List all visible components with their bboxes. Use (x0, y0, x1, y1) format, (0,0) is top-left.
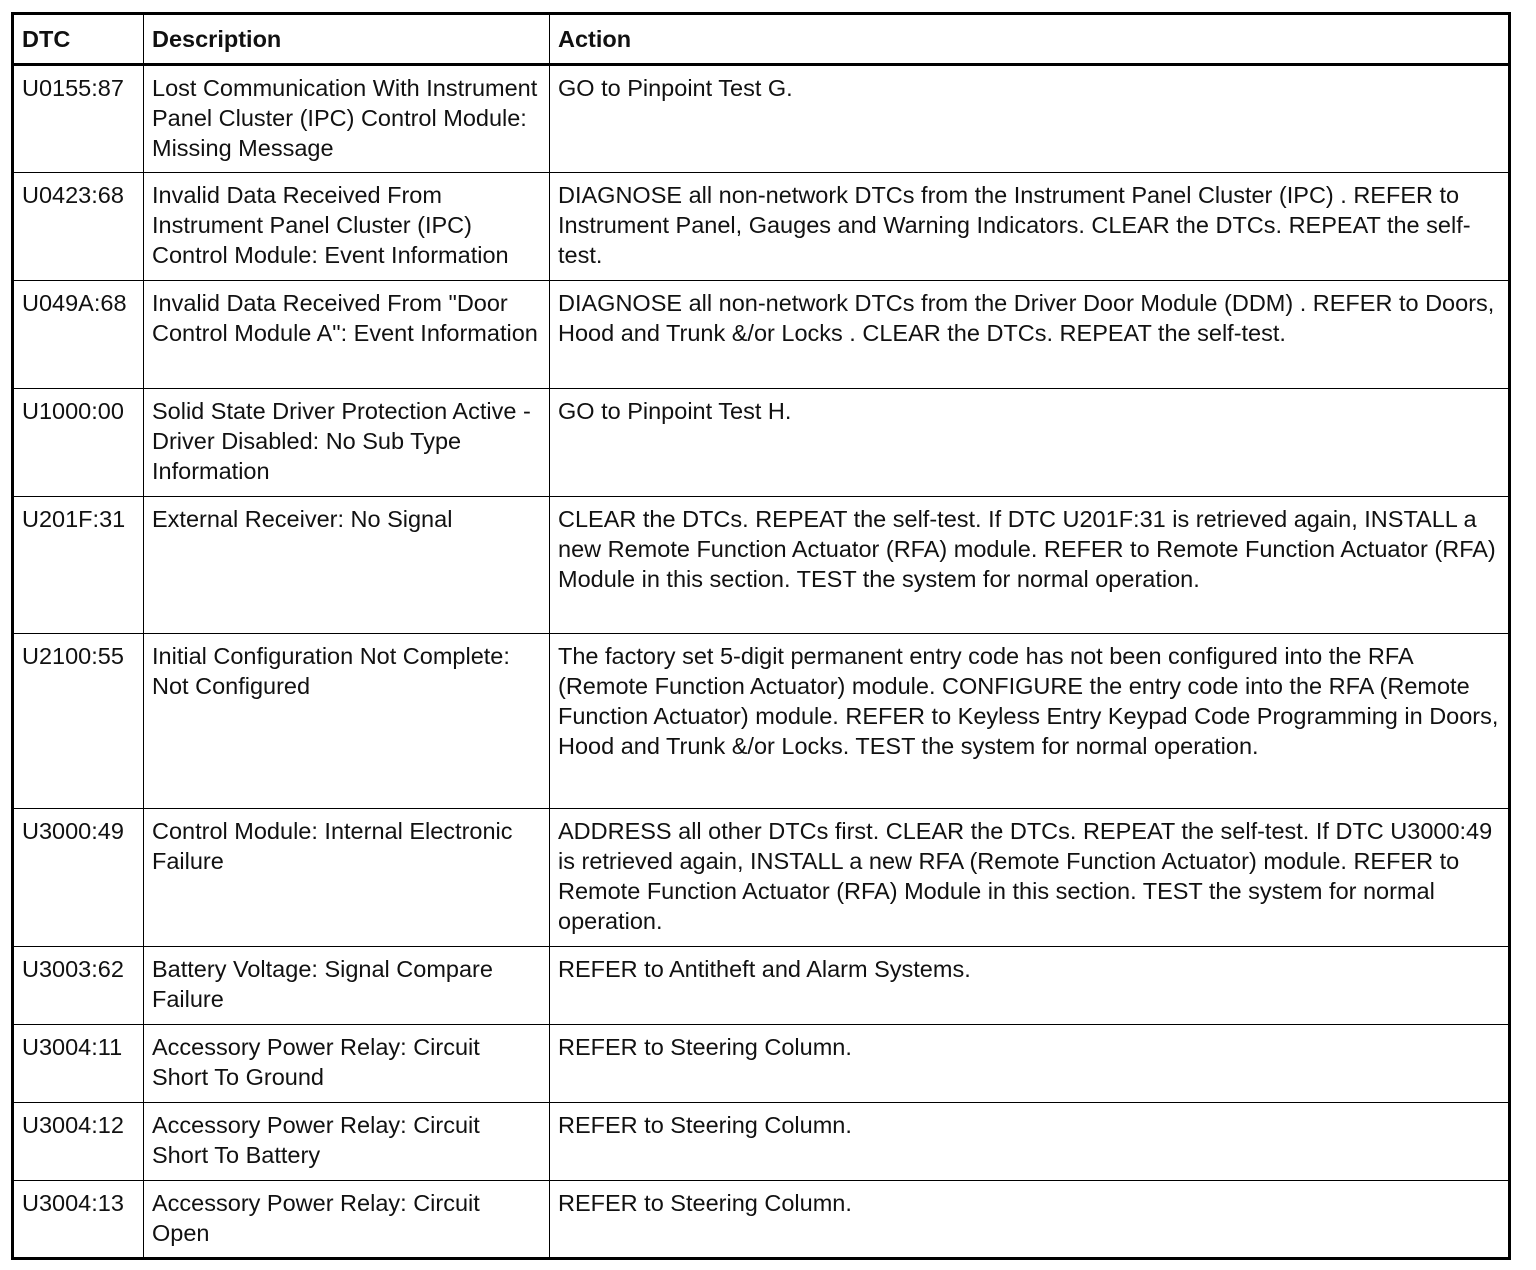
dtc-code-cell: U0423:68 (13, 173, 144, 281)
action-cell: GO to Pinpoint Test H. (550, 389, 1510, 497)
dtc-code-cell: U2100:55 (13, 634, 144, 809)
dtc-code-cell: U3004:13 (13, 1181, 144, 1259)
action-cell: REFER to Steering Column. (550, 1103, 1510, 1181)
table-row (13, 65, 1510, 173)
table-row (13, 1103, 1510, 1181)
description-cell: External Receiver: No Signal (144, 497, 550, 634)
dtc-code-cell: U3003:62 (13, 947, 144, 1025)
action-cell: The factory set 5-digit permanent entry code has not been configured into the RFA (Remote Function Actuator) module. CONFIGURE the entry code into the RFA (Remote Function Actuator) module. REFER to Keyless Entry Keypad Code Programming in Doors, Hood and Trunk &/or Locks. TEST the system for normal operation. (550, 634, 1510, 809)
table-row (13, 173, 1510, 281)
description-cell: Solid State Driver Protection Active - Driver Disabled: No Sub Type Information (144, 389, 550, 497)
description-cell: Initial Configuration Not Complete: Not Configured (144, 634, 550, 809)
header-description: Description (144, 14, 550, 65)
action-cell: DIAGNOSE all non-network DTCs from the Driver Door Module (DDM) . REFER to Doors, Hood and Trunk &/or Locks . CLEAR the DTCs. REPEAT the self-test. (550, 281, 1510, 389)
description-cell: Battery Voltage: Signal Compare Failure (144, 947, 550, 1025)
action-cell: REFER to Steering Column. (550, 1025, 1510, 1103)
action-cell: REFER to Antitheft and Alarm Systems. (550, 947, 1510, 1025)
dtc-code-cell: U0155:87 (13, 65, 144, 173)
action-cell: DIAGNOSE all non-network DTCs from the Instrument Panel Cluster (IPC) . REFER to Instrument Panel, Gauges and Warning Indicators. CLEAR the DTCs. REPEAT the self-test. (550, 173, 1510, 281)
table-header-row (13, 14, 1510, 65)
table-row (13, 809, 1510, 947)
dtc-code-cell: U049A:68 (13, 281, 144, 389)
table-row (13, 497, 1510, 634)
dtc-table (11, 12, 1511, 1260)
description-cell: Invalid Data Received From Instrument Panel Cluster (IPC) Control Module: Event Information (144, 173, 550, 281)
dtc-code-cell: U1000:00 (13, 389, 144, 497)
description-cell: Accessory Power Relay: Circuit Short To Ground (144, 1025, 550, 1103)
description-cell: Control Module: Internal Electronic Failure (144, 809, 550, 947)
description-cell: Invalid Data Received From "Door Control Module A": Event Information (144, 281, 550, 389)
table-row (13, 389, 1510, 497)
description-cell: Accessory Power Relay: Circuit Open (144, 1181, 550, 1259)
table-row (13, 1181, 1510, 1259)
header-action: Action (550, 14, 1510, 65)
table-row (13, 634, 1510, 809)
header-dtc: DTC (13, 14, 144, 65)
action-cell: ADDRESS all other DTCs first. CLEAR the DTCs. REPEAT the self-test. If DTC U3000:49 is retrieved again, INSTALL a new RFA (Remote Function Actuator) module. REFER to Remote Function Actuator (RFA) Module in this section. TEST the system for normal operation. (550, 809, 1510, 947)
description-cell: Lost Communication With Instrument Panel Cluster (IPC) Control Module: Missing Message (144, 65, 550, 173)
dtc-code-cell: U3000:49 (13, 809, 144, 947)
table-row (13, 281, 1510, 389)
table-row (13, 947, 1510, 1025)
dtc-code-cell: U3004:12 (13, 1103, 144, 1181)
action-cell: GO to Pinpoint Test G. (550, 65, 1510, 173)
action-cell: REFER to Steering Column. (550, 1181, 1510, 1259)
action-cell: CLEAR the DTCs. REPEAT the self-test. If DTC U201F:31 is retrieved again, INSTALL a new Remote Function Actuator (RFA) module. REFER to Remote Function Actuator (RFA) Module in this section. TEST the system for normal operation. (550, 497, 1510, 634)
dtc-code-cell: U3004:11 (13, 1025, 144, 1103)
table-row (13, 1025, 1510, 1103)
dtc-code-cell: U201F:31 (13, 497, 144, 634)
description-cell: Accessory Power Relay: Circuit Short To Battery (144, 1103, 550, 1181)
